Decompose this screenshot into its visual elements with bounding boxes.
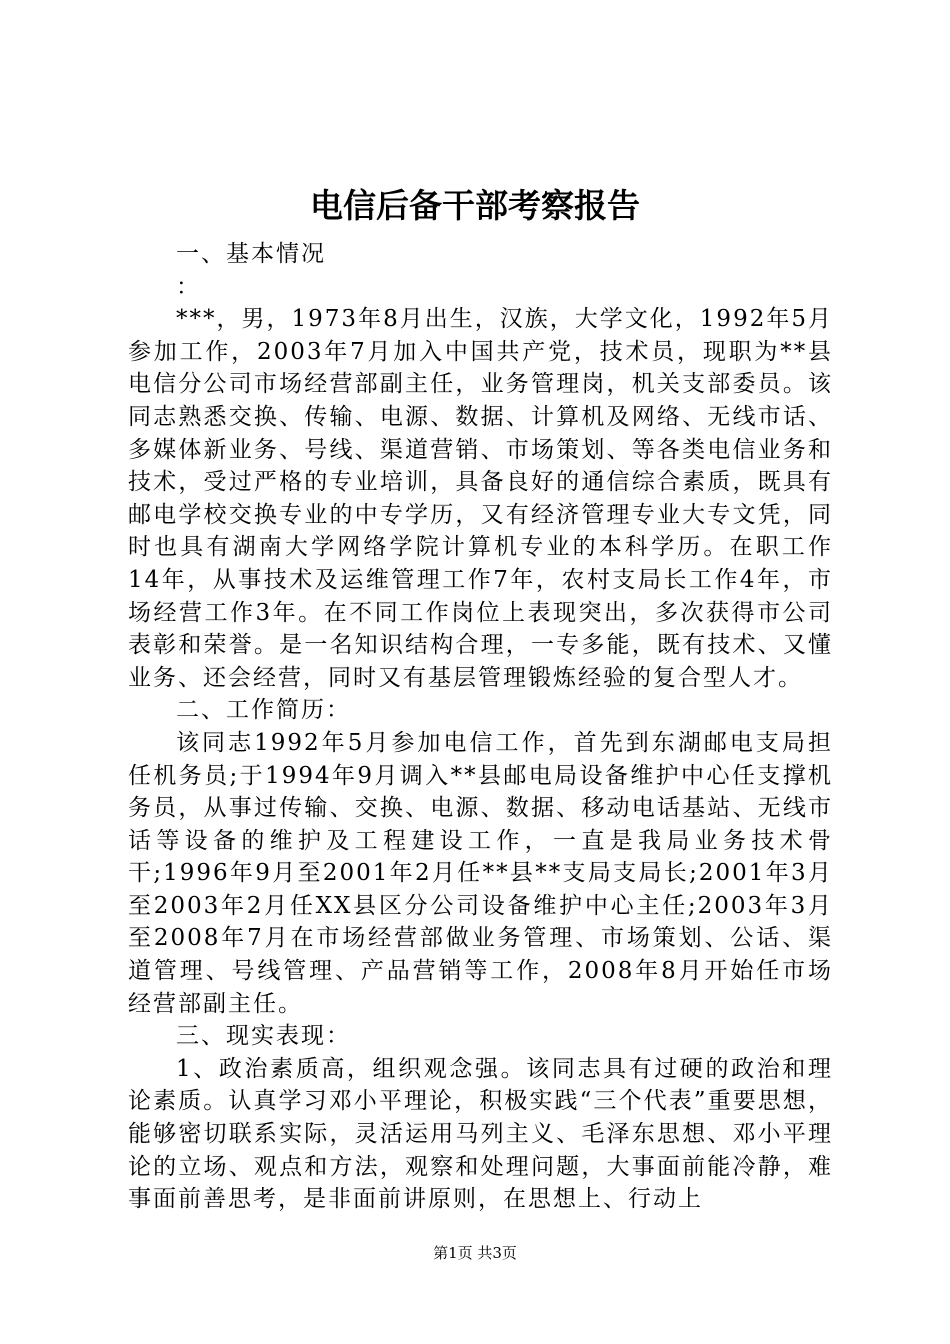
document-title: 电信后备干部考察报告 <box>310 186 640 225</box>
colon-line: ： <box>176 273 201 300</box>
section-heading-basic-info: 一、基本情况 <box>176 241 326 267</box>
performance-paragraph: 1、政治素质高，组织观念强。该同志具有过硬的政治和理论素质。认真学习邓小平理论，积极实践“三个代表”重要思想，能够密切联系实际，灵活运用马列主义、毛泽东思想、邓小平理论的立场、观点和方法，观察和处理问题，大事面前能冷静，难事面前善思考，是非面前讲原则，在思想上、行动上 <box>128 1055 833 1213</box>
basic-info-paragraph: ***，男，1973年8月出生，汉族，大学文化，1992年5月参加工作，2003年7月加入中国共产党，技术员，现职为**县电信分公司市场经营部副主任，业务管理岗，机关支部委员。该同志熟悉交换、传输、电源、数据、计算机及网络、无线市话、多媒体新业务、号线、渠道营销、市场策划、等各类电信业务和技术，受过严格的专业培训，具备良好的通信综合素质，既具有邮电学校交换专业的中专学历，又有经济管理专业大专文凭，同时也具有湖南大学网络学院计算机专业的本科学历。在职工作14年，从事技术及运维管理工作7年，农村支局长工作4年，市场经营工作3年。在不同工作岗位上表现突出，多次获得市公司表彰和荣誉。是一名知识结构合理，一专多能，既有技术、又懂业务、还会经营，同时又有基层管理锻炼经验的复合型人才。 <box>128 306 833 691</box>
document-body <box>128 238 833 1216</box>
section-heading-performance: 三、现实表现： <box>176 1023 351 1050</box>
page-footer: 第1页 共3页 <box>433 1244 517 1262</box>
section-heading-work-history: 二、工作简历： <box>176 697 351 724</box>
work-history-paragraph: 该同志1992年5月参加电信工作，首先到东湖邮电支局担任机务员;于1994年9月调入**县邮电局设备维护中心任支撑机务员，从事过传输、交换、电源、数据、移动电话基站、无线市话等设备的维护及工程建设工作，一直是我局业务技术骨干;1996年9月至2001年2月任**县**支局支局长;2001年3月至2003年2月任XX县区分公司设备维护中心主任;2003年3月至2008年7月在市场经营部做业务管理、市场策划、公话、渠道管理、号线管理、产品营销等工作，2008年8月开始任市场经营部副主任。 <box>128 729 833 1017</box>
